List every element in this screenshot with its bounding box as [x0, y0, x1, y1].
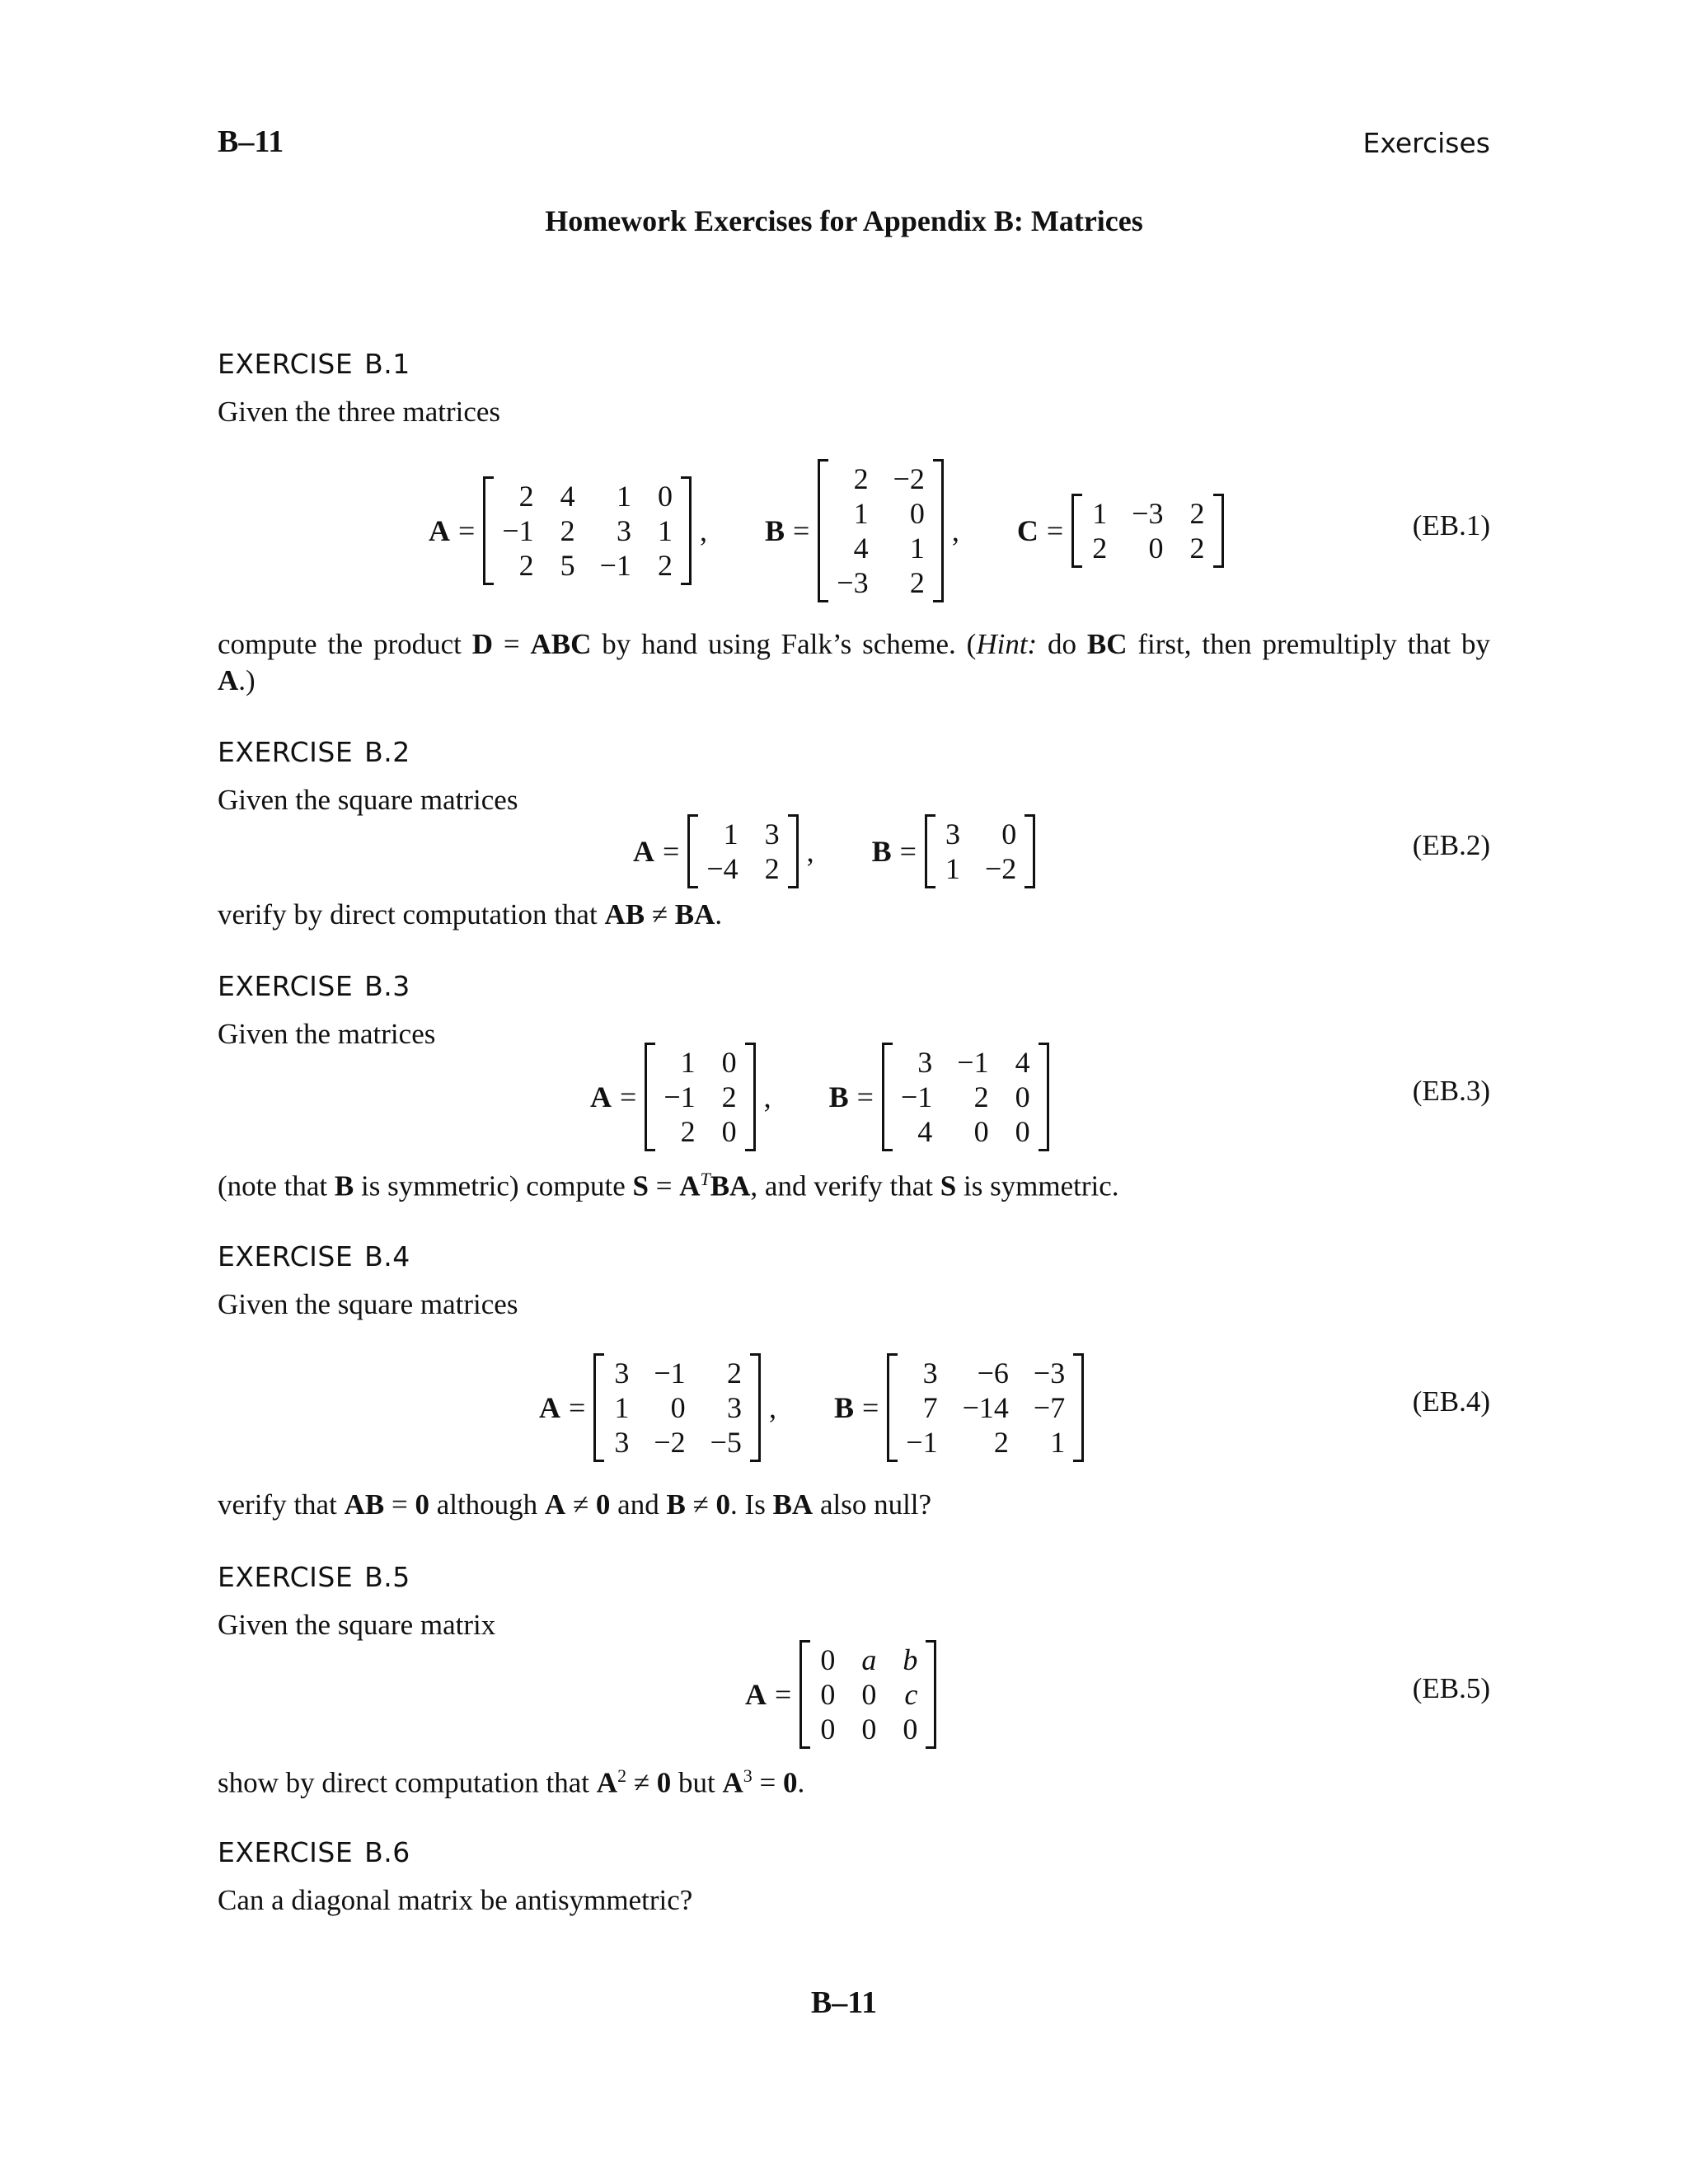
matrix-a	[483, 476, 692, 585]
matrix-cell: −1	[663, 1080, 696, 1113]
matrix-cell: −14	[962, 1391, 1009, 1424]
matrix-label-b: B	[871, 835, 892, 868]
matrix-cell: 2	[909, 566, 925, 599]
equation-eb3: A = 1 0 −1 2 2 0 , B = 3 −1 4 −1 2 0 4 0 0	[590, 1043, 1049, 1151]
matrix-cell: 1	[909, 532, 925, 565]
matrix-cell: 2	[764, 852, 780, 885]
matrix-cell: 5	[560, 549, 575, 582]
matrix-cell: −1	[502, 514, 534, 547]
equation-number-eb5: (EB.5)	[1412, 1672, 1490, 1704]
matrix-cell: −1	[957, 1046, 989, 1079]
matrix-cell: 2	[657, 549, 673, 582]
matrix-cell: −6	[977, 1357, 1009, 1390]
exercise-b4-text: verify that AB = 0 although A ≠ 0 and B ≠ 0. Is BA also null?	[218, 1488, 932, 1521]
exercise-b3-intro: Given the matrices	[218, 1018, 436, 1050]
matrix-label-b: B	[828, 1080, 849, 1113]
matrix-cell: 2	[1092, 532, 1108, 565]
matrix-cell: −4	[706, 852, 738, 885]
matrix-cell: 0	[903, 1713, 918, 1746]
matrix-cell: 2	[518, 480, 534, 513]
matrix-cell: 3	[616, 514, 631, 547]
matrix-cell: 1	[723, 818, 738, 851]
matrix-cell: −5	[710, 1426, 742, 1459]
matrix-cell: −3	[837, 566, 869, 599]
matrix-cell: 0	[670, 1391, 686, 1424]
matrix-cell: 0	[1015, 1115, 1030, 1148]
matrix-cell: 2	[1189, 532, 1205, 565]
matrix-label-a: A	[539, 1391, 560, 1424]
matrix-cell: 0	[861, 1678, 877, 1711]
equation-number-eb4: (EB.4)	[1412, 1385, 1490, 1418]
matrix-cell: 1	[657, 514, 673, 547]
exercise-b5-intro: Given the square matrix	[218, 1609, 496, 1641]
matrix-cell: a	[861, 1643, 877, 1676]
matrix-cell: 0	[721, 1046, 737, 1079]
section-header: Exercises	[1362, 127, 1490, 159]
matrix-cell: 0	[1148, 532, 1164, 565]
matrix-cell: −3	[1132, 497, 1164, 530]
equation-number-eb2: (EB.2)	[1412, 829, 1490, 861]
exercise-b4-intro: Given the square matrices	[218, 1288, 518, 1320]
exercise-b2-intro: Given the square matrices	[218, 784, 518, 816]
equation-eb2: A = 1 3 −4 2 , B = 3 0 1 −2	[633, 814, 1035, 888]
equation-number-eb3: (EB.3)	[1412, 1075, 1490, 1107]
matrix-cell: 4	[560, 480, 575, 513]
matrix-cell: 2	[853, 462, 869, 495]
exercise-b1-text: compute the product D = ABC by hand using Falk’s scheme. (Hint: do BC first, then premultiply that by	[218, 628, 1490, 660]
matrix-cell: 7	[922, 1391, 938, 1424]
matrix-c	[1071, 494, 1223, 568]
matrix-label-a: A	[633, 835, 654, 868]
matrix-cell: 1	[945, 852, 960, 885]
matrix-cell: 0	[1001, 818, 1017, 851]
matrix-cell: 1	[1050, 1426, 1066, 1459]
matrix-b	[818, 459, 944, 602]
equation-eb5: A = 0 a b 0 0 c 0 0 0	[745, 1640, 936, 1749]
equation-number-eb1: (EB.1)	[1412, 509, 1490, 541]
matrix-cell: c	[904, 1678, 918, 1711]
equation-eb4: A = 3 −1 2 1 0 3 3 −2 −5 , B = 3 −6 −3 7 −14 −7 −1 2 1	[539, 1353, 1084, 1462]
matrix-cell: b	[903, 1643, 918, 1676]
matrix-b	[887, 1353, 1084, 1462]
matrix-cell: −7	[1033, 1391, 1066, 1424]
matrix-label-c: C	[1016, 514, 1039, 547]
exercise-b2-text: verify by direct computation that AB ≠ BA.	[218, 898, 723, 930]
matrix-cell: 0	[973, 1115, 989, 1148]
matrix-label-a: A	[745, 1678, 767, 1711]
matrix-cell: 2	[973, 1080, 989, 1113]
matrix-cell: 0	[657, 480, 673, 513]
matrix-cell: −1	[900, 1080, 933, 1113]
matrix-cell: −1	[654, 1357, 686, 1390]
matrix-cell: 1	[1092, 497, 1108, 530]
matrix-label-a: A	[590, 1080, 612, 1113]
matrix-cell: 3	[614, 1426, 630, 1459]
exercise-b5-heading: EXERCISE B.5	[218, 1561, 410, 1593]
matrix-cell: 3	[917, 1046, 933, 1079]
matrix-cell: 3	[614, 1357, 630, 1390]
matrix-cell: 4	[853, 532, 869, 565]
matrix-cell: 2	[993, 1426, 1009, 1459]
equation-eb1: A = 2 4 1 0 −1 2 3 1 2 5 −1 2 , B = 2 −2 1 0 4 1 −3 2 , C = 1 −3 2 2 0 2	[429, 459, 1224, 602]
matrix-label-b: B	[764, 514, 785, 547]
page-title: Homework Exercises for Appendix B: Matrices	[545, 204, 1143, 237]
matrix-cell: 3	[945, 818, 960, 851]
exercise-b4-heading: EXERCISE B.4	[218, 1240, 410, 1272]
matrix-cell: 0	[909, 497, 925, 530]
matrix-cell: 0	[861, 1713, 877, 1746]
matrix-cell: −2	[654, 1426, 686, 1459]
matrix-a	[687, 814, 798, 888]
exercise-b1-text-cont: A.)	[218, 664, 256, 696]
matrix-cell: 1	[614, 1391, 630, 1424]
matrix-cell: 1	[680, 1046, 696, 1079]
matrix-cell: 0	[721, 1115, 737, 1148]
exercise-b6-heading: EXERCISE B.6	[218, 1836, 410, 1868]
matrix-a	[799, 1640, 936, 1749]
matrix-cell: −3	[1033, 1357, 1066, 1390]
matrix-cell: −2	[984, 852, 1017, 885]
matrix-cell: 1	[853, 497, 869, 530]
matrix-a	[645, 1043, 755, 1151]
matrix-cell: 2	[721, 1080, 737, 1113]
matrix-b	[925, 814, 1035, 888]
matrix-cell: 4	[1015, 1046, 1030, 1079]
matrix-cell: 2	[726, 1357, 742, 1390]
matrix-cell: 0	[820, 1713, 836, 1746]
exercise-b1-heading: EXERCISE B.1	[218, 348, 410, 380]
matrix-a	[593, 1353, 761, 1462]
matrix-cell: 4	[917, 1115, 933, 1148]
matrix-b	[882, 1043, 1049, 1151]
matrix-cell: 3	[922, 1357, 938, 1390]
matrix-cell: 3	[726, 1391, 742, 1424]
matrix-label-a: A	[429, 514, 450, 547]
exercise-b3-heading: EXERCISE B.3	[218, 970, 410, 1002]
matrix-cell: 2	[1189, 497, 1205, 530]
page-number-footer: B–11	[810, 1985, 878, 2020]
exercise-b1-intro: Given the three matrices	[218, 396, 501, 428]
matrix-cell: 0	[1015, 1080, 1030, 1113]
matrix-cell: 2	[518, 549, 534, 582]
matrix-cell: 2	[560, 514, 575, 547]
matrix-cell: −1	[906, 1426, 938, 1459]
matrix-label-b: B	[833, 1391, 854, 1424]
matrix-cell: 0	[820, 1643, 836, 1676]
matrix-cell: 2	[680, 1115, 696, 1148]
matrix-cell: 3	[764, 818, 780, 851]
exercise-b3-text: (note that B is symmetric) compute $S = A^TBA$, and verify that S is symmetric.	[218, 1169, 1119, 1202]
matrix-cell: 1	[616, 480, 631, 513]
exercise-b2-heading: EXERCISE B.2	[218, 736, 410, 768]
exercise-b5-text: show by direct computation that $A^2 \ne 0$ but $A^3 = 0$.	[218, 1765, 805, 1799]
page-number-header: B–11	[218, 124, 284, 159]
matrix-cell: −2	[893, 462, 925, 495]
matrix-cell: 0	[820, 1678, 836, 1711]
matrix-cell: −1	[599, 549, 631, 582]
exercise-b6-intro: Can a diagonal matrix be antisymmetric?	[218, 1884, 693, 1916]
